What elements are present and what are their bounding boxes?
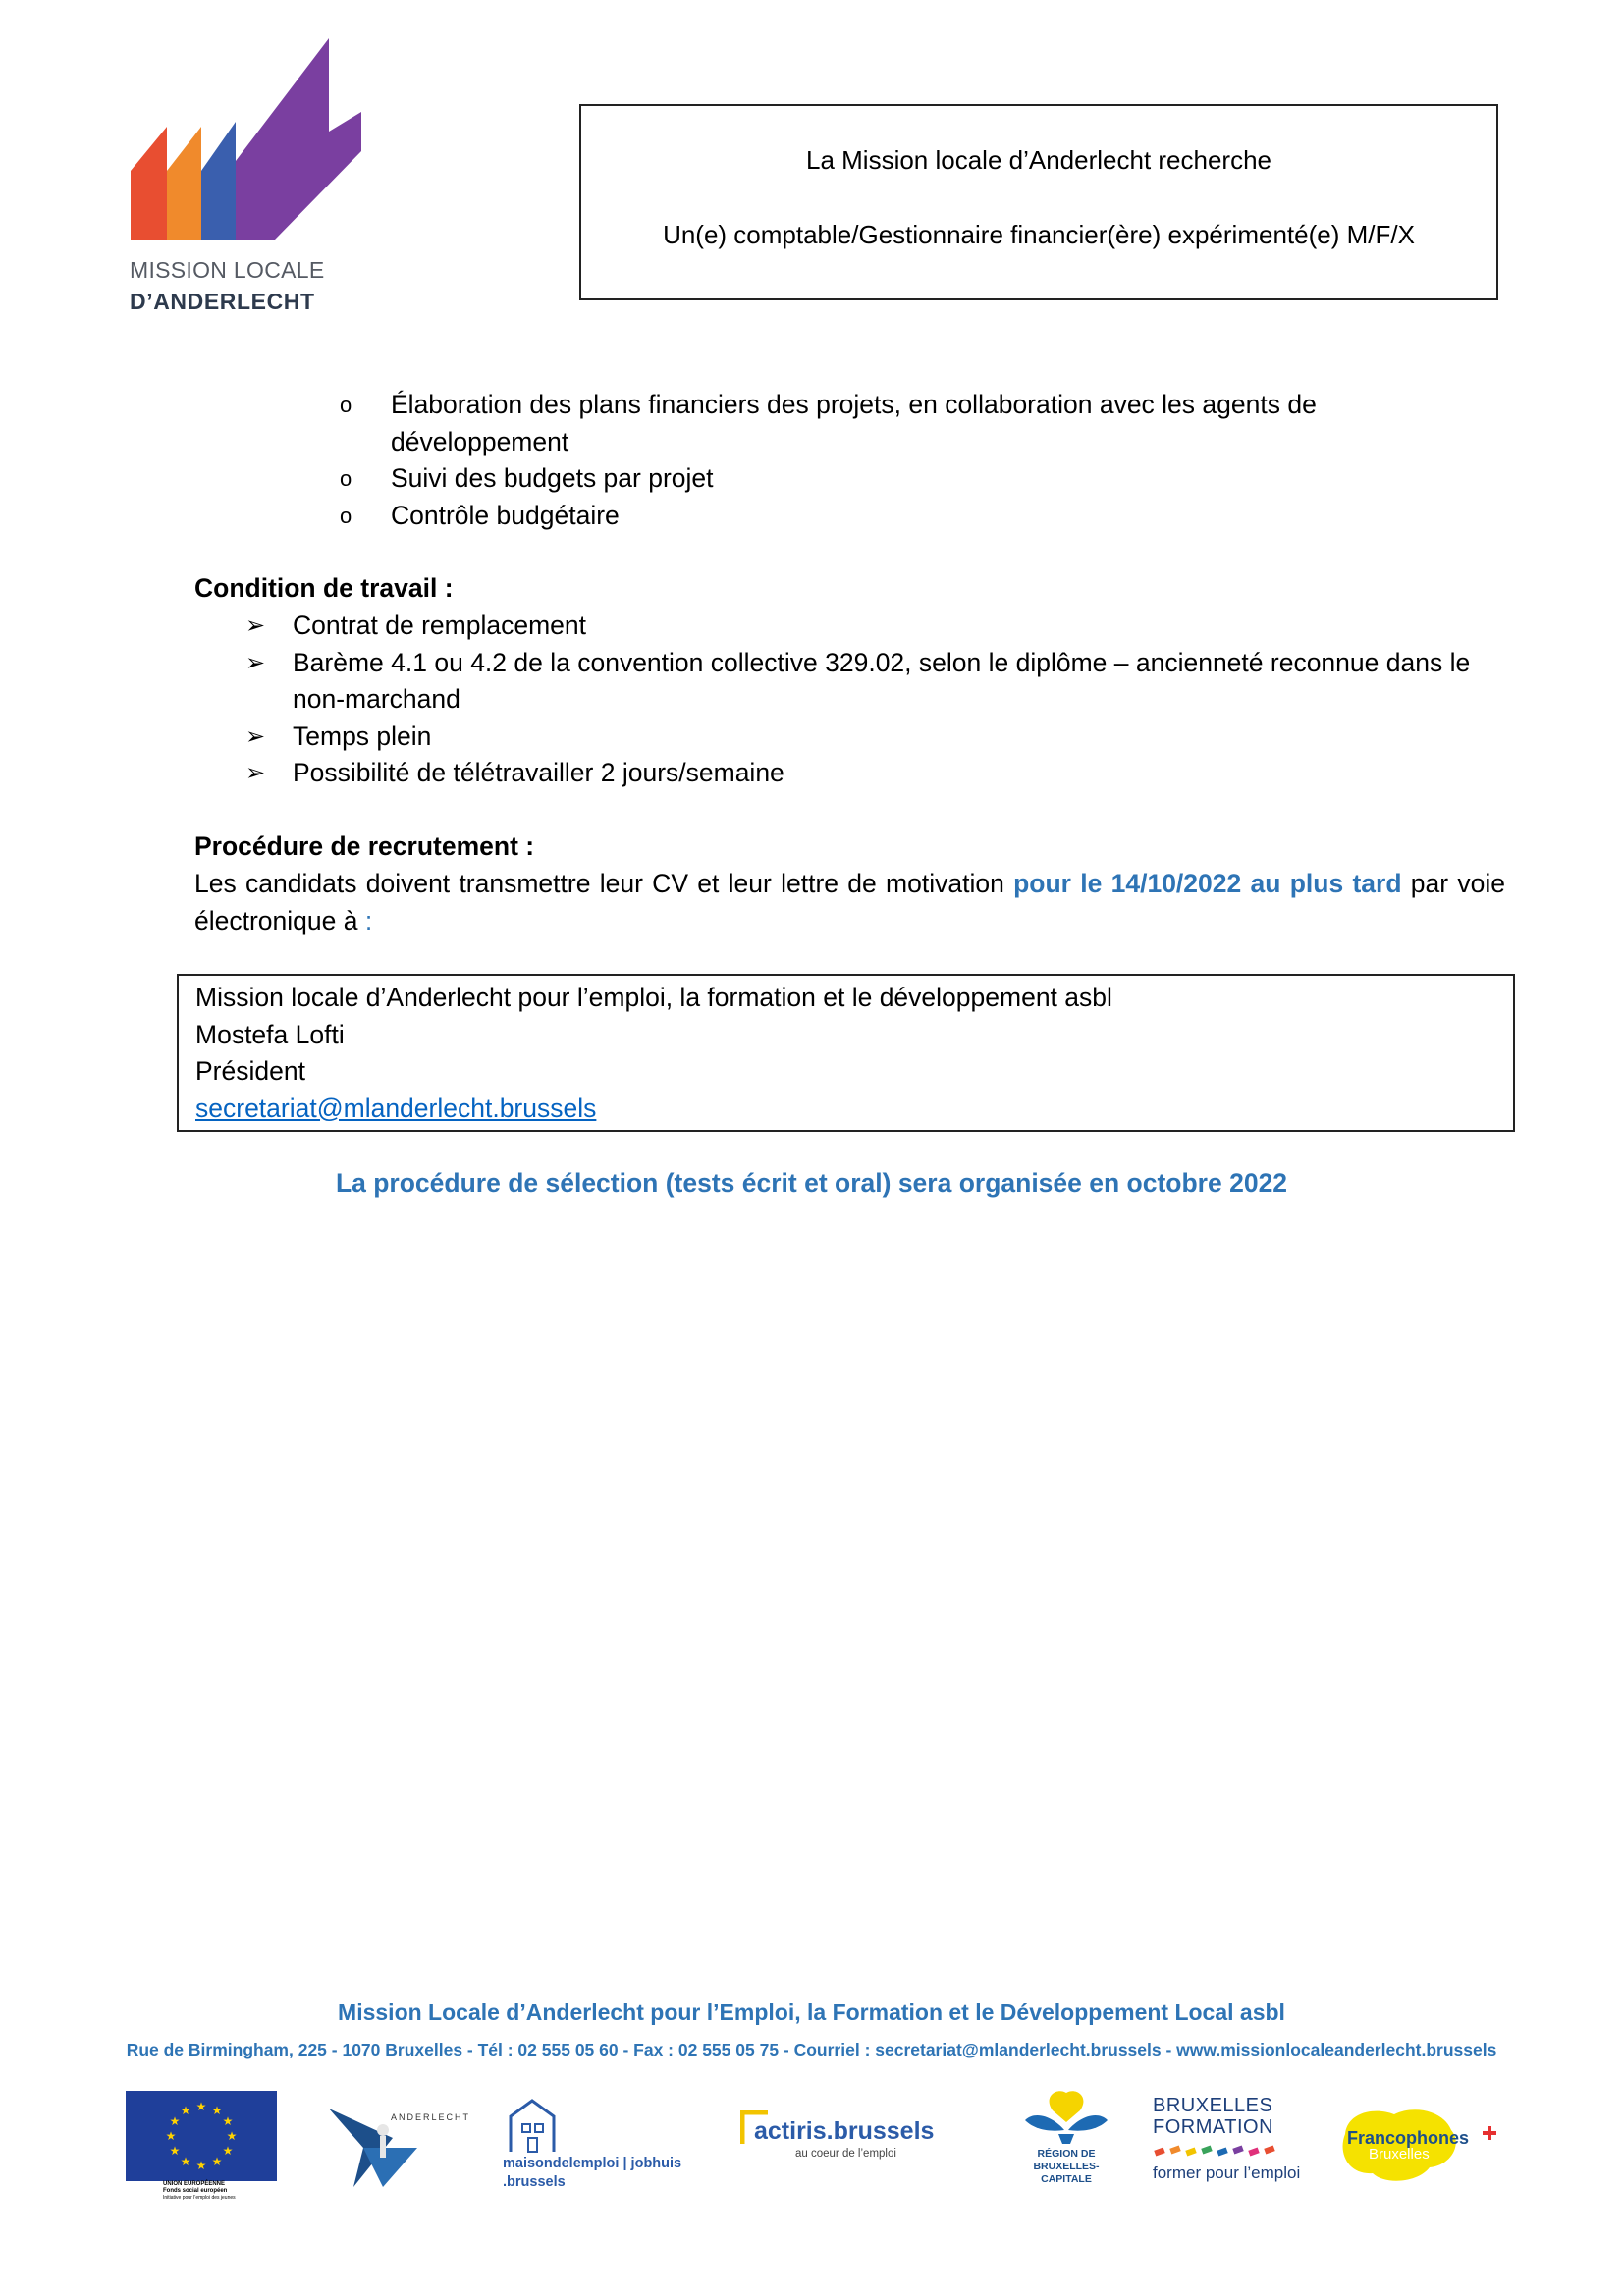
eu-label-1: UNION EUROPÉENNE [163,2181,226,2187]
eu-logo [126,2091,277,2201]
circle-bullet-icon: o [340,393,352,417]
contact-box [177,974,1515,1132]
arrow-bullet-icon: ➢ [245,760,266,786]
conditions-list [245,608,1502,792]
maisondelemploi-logo [501,2099,697,2195]
list-item [340,387,1400,460]
condition-text: Barème 4.1 ou 4.2 de la convention collective 329.02, selon le diplôme – ancienneté reconnue dans le non-marchand [293,647,1471,714]
list-item [245,755,1502,792]
francophones-bruxelles-logo [1335,2105,1502,2185]
procedure-text [194,866,1505,939]
region-label-1: RÉGION DE [1037,2148,1096,2160]
list-item [245,645,1502,719]
condition-text: Contrat de remplacement [293,611,587,640]
circle-bullet-icon: o [340,503,352,528]
bf-label-3: former pour l’emploi [1153,2163,1301,2182]
contact-email-link[interactable]: secretariat@mlanderlecht.brussels [195,1093,597,1123]
region-label-2: BRUXELLES- [1033,2161,1100,2172]
logo-text-line1: MISSION LOCALE [130,257,325,283]
francophones-label-2: Bruxelles [1369,2146,1430,2163]
svg-text:★: ★ [169,2144,181,2158]
logo-graphic [128,33,363,259]
svg-text:★: ★ [222,2114,234,2128]
list-item [340,498,1400,535]
list-item [245,608,1502,645]
actiris-label-2: au coeur de l’emploi [795,2148,896,2160]
deadline: pour le 14/10/2022 au plus tard [1013,869,1402,898]
eu-flag-icon [126,2091,277,2181]
bf-color-strokes-icon [1153,2141,1290,2159]
task-list [340,387,1400,534]
red-cross-icon [1483,2126,1496,2140]
anderlecht-label: ANDERLECHT [391,2112,471,2122]
arrow-bullet-icon: ➢ [245,722,266,750]
procedure-heading: Procédure de recrutement : [194,831,535,861]
condition-text: Possibilité de télétravailler 2 jours/semaine [293,758,784,787]
svg-text:★: ★ [211,2155,223,2168]
task-text: Contrôle budgétaire [391,500,620,530]
maison-label-1: maisondelemploi | jobhuis [503,2156,682,2171]
conditions-heading: Condition de travail : [194,573,454,603]
list-item [245,719,1502,756]
region-label-3: CAPITALE [1041,2173,1092,2185]
anderlecht-logo [324,2099,471,2192]
list-item [340,460,1400,498]
contact-role: Président [195,1056,305,1086]
procedure-text-before: Les candidats doivent transmettre leur CV et leur lettre de motivation [194,869,1014,898]
condition-text: Temps plein [293,721,432,751]
svg-text:★: ★ [180,2104,191,2117]
eu-label-3: Initiative pour l’emploi des jeunes [163,2195,236,2201]
eu-label-2: Fonds social européen [163,2188,228,2194]
francophones-label-1: Francophones [1347,2128,1470,2148]
procedure-text-after: par voie électronique à [194,869,1505,935]
circle-bullet-icon: o [340,466,352,491]
svg-text:★: ★ [165,2129,177,2143]
svg-text:★: ★ [169,2114,181,2128]
selection-note: La procédure de sélection (tests écrit et oral) sera organisée en octobre 2022 [335,1168,1288,1198]
iris-icon [1017,2089,1115,2148]
actiris-logo [740,2110,976,2169]
contact-org: Mission locale d’Anderlecht pour l’emploi, la formation et le développement asbl [195,983,1112,1012]
svg-text:★: ★ [180,2155,191,2168]
arrow-bullet-icon: ➢ [245,613,266,639]
maison-label-2: .brussels [503,2174,566,2190]
job-title-box [579,104,1498,300]
svg-text:★: ★ [195,2100,207,2113]
svg-text:★: ★ [195,2159,207,2172]
svg-text:★: ★ [226,2129,238,2143]
bf-label-2: FORMATION [1153,2116,1274,2138]
actiris-label-1: actiris.brussels [754,2117,935,2145]
bf-label-1: BRUXELLES [1153,2095,1273,2116]
header-line1: La Mission locale d’Anderlecht recherche [805,145,1272,175]
task-text: Élaboration des plans financiers des projets, en collaboration avec les agents de développement [391,390,1317,456]
svg-text:★: ★ [222,2144,234,2158]
mission-locale-logo [128,33,363,328]
arrow-bullet-icon: ➢ [245,649,266,676]
svg-text:★: ★ [211,2104,223,2117]
footer-org: Mission Locale d’Anderlecht pour l’Emploi, la Formation et le Développement Local asbl [338,2000,1285,2025]
job-title: Un(e) comptable/Gestionnaire financier(ère) expérimenté(e) M/F/X [663,220,1415,249]
procedure-colon: : [364,905,373,935]
region-bruxelles-logo [1017,2089,1115,2197]
task-text: Suivi des budgets par projet [391,463,714,493]
house-icon [501,2099,697,2154]
bruxelles-formation-logo [1151,2095,1301,2193]
footer-address: Rue de Birmingham, 225 - 1070 Bruxelles - Tél : 02 555 05 60 - Fax : 02 555 05 75 - Courriel : secretariat@mlanderlecht.brussels - www.missionlocaleanderlecht.brussels [126,2040,1497,2059]
logo-text-line2: D’ANDERLECHT [130,289,315,314]
contact-name: Mostefa Lofti [195,1019,345,1049]
